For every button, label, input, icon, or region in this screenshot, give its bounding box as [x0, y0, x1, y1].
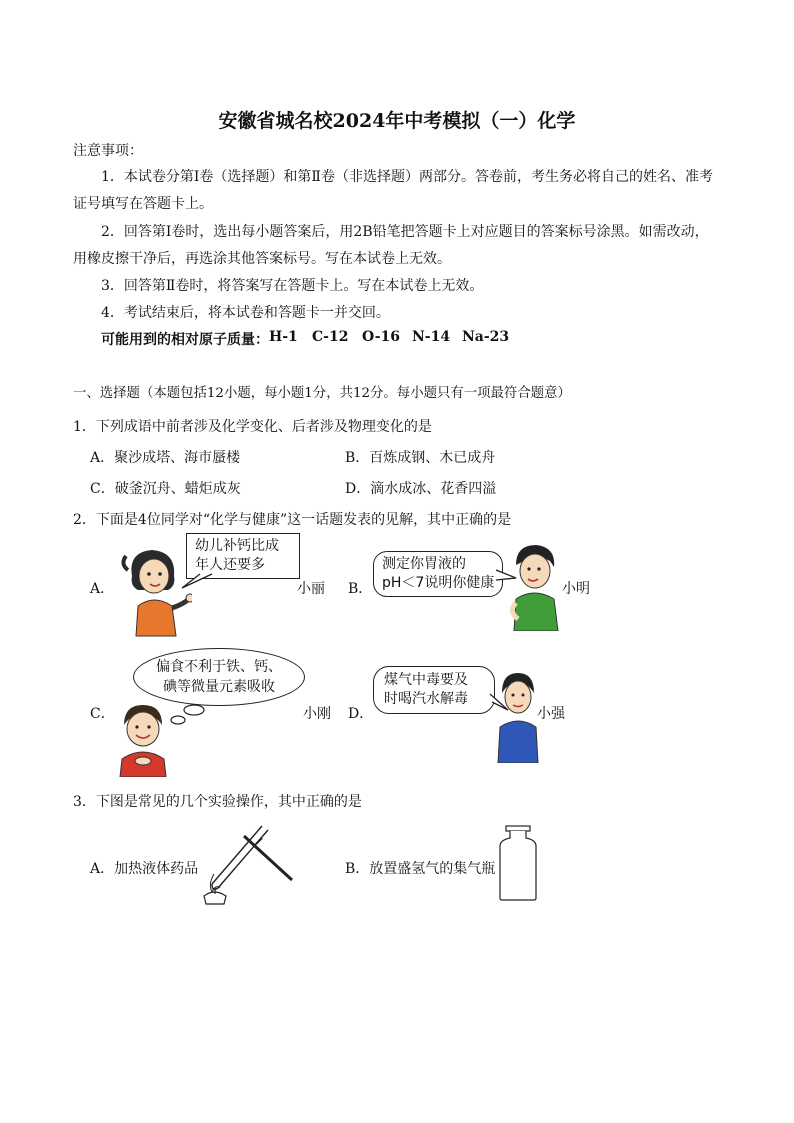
atomic-mass-n: N-14	[412, 329, 451, 345]
atomic-mass-label: 可能用到的相对原子质量：	[101, 332, 269, 348]
speech-tail-a	[180, 572, 220, 592]
student-name-xiaogang: 小刚	[303, 706, 331, 722]
question-1-stem: 1．下列成语中前者涉及化学变化、后者涉及物理变化的是	[73, 419, 432, 435]
boy-illustration-xiaogang	[116, 703, 170, 777]
question-1-option-a: A．聚沙成塔、海市蜃楼	[90, 450, 241, 466]
thought-cloud-c	[133, 648, 305, 706]
question-1-option-d: D．滴水成冰、花香四溢	[345, 481, 497, 497]
atomic-mass-h: H-1	[269, 329, 298, 345]
notice-heading: 注意事项：	[73, 143, 143, 159]
boy-illustration-xiaoming	[506, 543, 564, 631]
question-1-option-b: B．百炼成钢、木已成舟	[345, 450, 496, 466]
question-3-stem: 3．下图是常见的几个实验操作，其中正确的是	[73, 794, 362, 810]
atomic-mass-o: O-16	[362, 329, 401, 345]
question-3-option-b: B．放置盛氢气的集气瓶	[345, 861, 496, 877]
page-title: 安徽省城名校2024年中考模拟（一）化学	[218, 110, 576, 132]
question-2-option-c-letter: C．	[90, 706, 115, 722]
speech-c-line-2: 碘等微量元素吸收	[163, 679, 275, 695]
notice-item-4: 4．考试结束后，将本试卷和答题卡一并交回。	[101, 305, 390, 321]
question-2-option-a-letter: A．	[90, 581, 115, 597]
speech-d-line-1: 煤气中毒要及	[384, 672, 468, 688]
question-2-option-d-letter: D．	[348, 706, 374, 722]
question-2-option-b-letter: B．	[348, 581, 373, 597]
heating-liquid-apparatus	[198, 818, 298, 908]
notice-item-1-line-2: 证号填写在答题卡上。	[73, 196, 213, 212]
atomic-mass-na: Na-23	[462, 329, 510, 345]
notice-item-2-line-2: 用橡皮擦干净后，再选涂其他答案标号。写在本试卷上无效。	[73, 251, 451, 267]
girl-illustration	[118, 546, 192, 638]
speech-b-line-1: 测定你胃液的	[382, 556, 466, 572]
notice-item-1-line-1: 1．本试卷分第Ⅰ卷（选择题）和第Ⅱ卷（非选择题）两部分。答卷前，考生务必将自己的姓名、准考	[101, 169, 713, 185]
student-name-xiaoqiang: 小强	[537, 706, 565, 722]
speech-a-line-1: 幼儿补钙比成	[195, 538, 279, 554]
question-3-option-a: A．加热液体药品	[90, 861, 199, 877]
speech-bubble-d	[373, 666, 495, 714]
notice-item-2-line-1: 2．回答第Ⅰ卷时，选出每小题答案后，用2B铅笔把答题卡上对应题目的答案标号涂黑。如需改动，	[101, 224, 709, 240]
question-1-option-c: C．破釜沉舟、蜡炬成灰	[90, 481, 241, 497]
speech-a-line-2: 年人还要多	[195, 557, 265, 573]
atomic-mass-c: C-12	[312, 329, 349, 345]
notice-item-3: 3．回答第Ⅱ卷时，将答案写在答题卡上。写在本试卷上无效。	[101, 278, 484, 294]
student-name-xiaoli: 小丽	[297, 581, 325, 597]
boy-illustration-xiaoqiang	[494, 671, 542, 763]
student-name-xiaoming: 小明	[562, 581, 590, 597]
speech-b-line-2: pH＜7说明你健康	[382, 575, 495, 591]
question-2-stem: 2．下面是4位同学对“化学与健康”这一话题发表的见解，其中正确的是	[73, 512, 512, 528]
speech-bubble-b	[373, 551, 503, 597]
speech-c-line-1: 偏食不利于铁、钙、	[156, 659, 282, 675]
gas-collecting-bottle	[496, 824, 540, 902]
section-heading: 一、选择题（本题包括12小题，每小题1分，共12分。每小题只有一项最符合题意）	[73, 386, 571, 401]
speech-d-line-2: 时喝汽水解毒	[384, 691, 468, 707]
